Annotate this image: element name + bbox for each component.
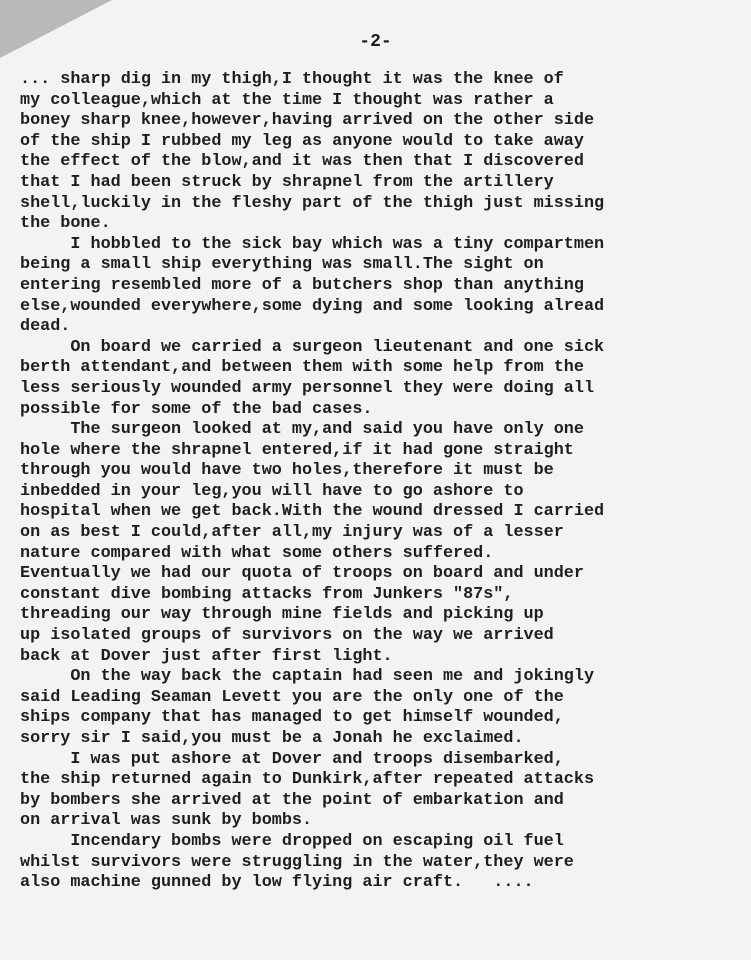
text-line: of the ship I rubbed my leg as anyone would to take away [20, 131, 584, 151]
text-line: on arrival was sunk by bombs. [20, 811, 313, 831]
page-number: -2- [359, 32, 392, 52]
text-line: hole where the shrapnel entered,if it had gone straight [20, 440, 574, 460]
text-line: else,wounded everywhere,some dying and some looking alread [20, 296, 605, 316]
text-line: On the way back the captain had seen me and jokingly [20, 667, 595, 687]
text-line: on as best I could,after all,my injury was of a lesser [20, 523, 564, 543]
text-line: less seriously wounded army personnel they were doing all [20, 378, 595, 398]
text-line: up isolated groups of survivors on the way we arrived [20, 626, 554, 646]
text-line: nature compared with what some others suffered. [20, 543, 494, 563]
text-line: being a small ship everything was small.The sight on [20, 255, 544, 275]
text-line: boney sharp knee,however,having arrived on the other side [20, 111, 595, 131]
text-line: I hobbled to the sick bay which was a tiny compartmen [20, 234, 605, 254]
text-line: threading our way through mine fields and picking up [20, 605, 544, 625]
text-line: The surgeon looked at my,and said you have only one [20, 420, 584, 440]
text-line: my colleague,which at the time I thought was rather a [20, 90, 554, 110]
text-line: dead. [20, 317, 71, 337]
text-line: sorry sir I said,you must be a Jonah he exclaimed. [20, 729, 524, 748]
text-line: berth attendant,and between them with some help from the [20, 358, 584, 378]
text-line: through you would have two holes,therefore it must be [20, 461, 554, 481]
text-line: Incendary bombs were dropped on escaping oil fuel [20, 831, 564, 851]
text-line: the bone. [20, 214, 111, 234]
text-line: hospital when we get back.With the wound dressed I carried [20, 502, 605, 522]
text-line: possible for some of the bad cases. [20, 399, 373, 419]
text-line: the effect of the blow,and it was then that I discovered [20, 152, 584, 172]
text-line: inbedded in your leg,you will have to go ashore to [20, 481, 524, 501]
text-line: ships company that has managed to get himself wounded, [20, 708, 564, 728]
text-line: ... sharp dig in my thigh,I thought it was the knee of [20, 70, 564, 89]
text-line: entering resembled more of a butchers shop than anything [20, 275, 584, 295]
text-line: On board we carried a surgeon lieutenant and one sick [20, 337, 605, 357]
text-line: the ship returned again to Dunkirk,after repeated attacks [20, 770, 595, 790]
text-line: shell,luckily in the fleshy part of the thigh just missing [20, 193, 605, 213]
text-line: constant dive bombing attacks from Junkers "87s", [20, 584, 514, 604]
text-line: that I had been struck by shrapnel from the artillery [20, 172, 554, 192]
text-line: I was put ashore at Dover and troops disembarked, [20, 749, 564, 769]
text-line: said Leading Seaman Levett you are the only one of the [20, 687, 564, 707]
text-line: whilst survivors were struggling in the water,they were [20, 852, 574, 872]
text-line: Eventually we had our quota of troops on board and under [20, 564, 584, 584]
text-line: by bombers she arrived at the point of embarkation and [20, 790, 564, 810]
text-line: also machine gunned by low flying air craft. .... [20, 873, 534, 893]
text-line: back at Dover just after first light. [20, 646, 393, 666]
body-text [20, 70, 750, 894]
